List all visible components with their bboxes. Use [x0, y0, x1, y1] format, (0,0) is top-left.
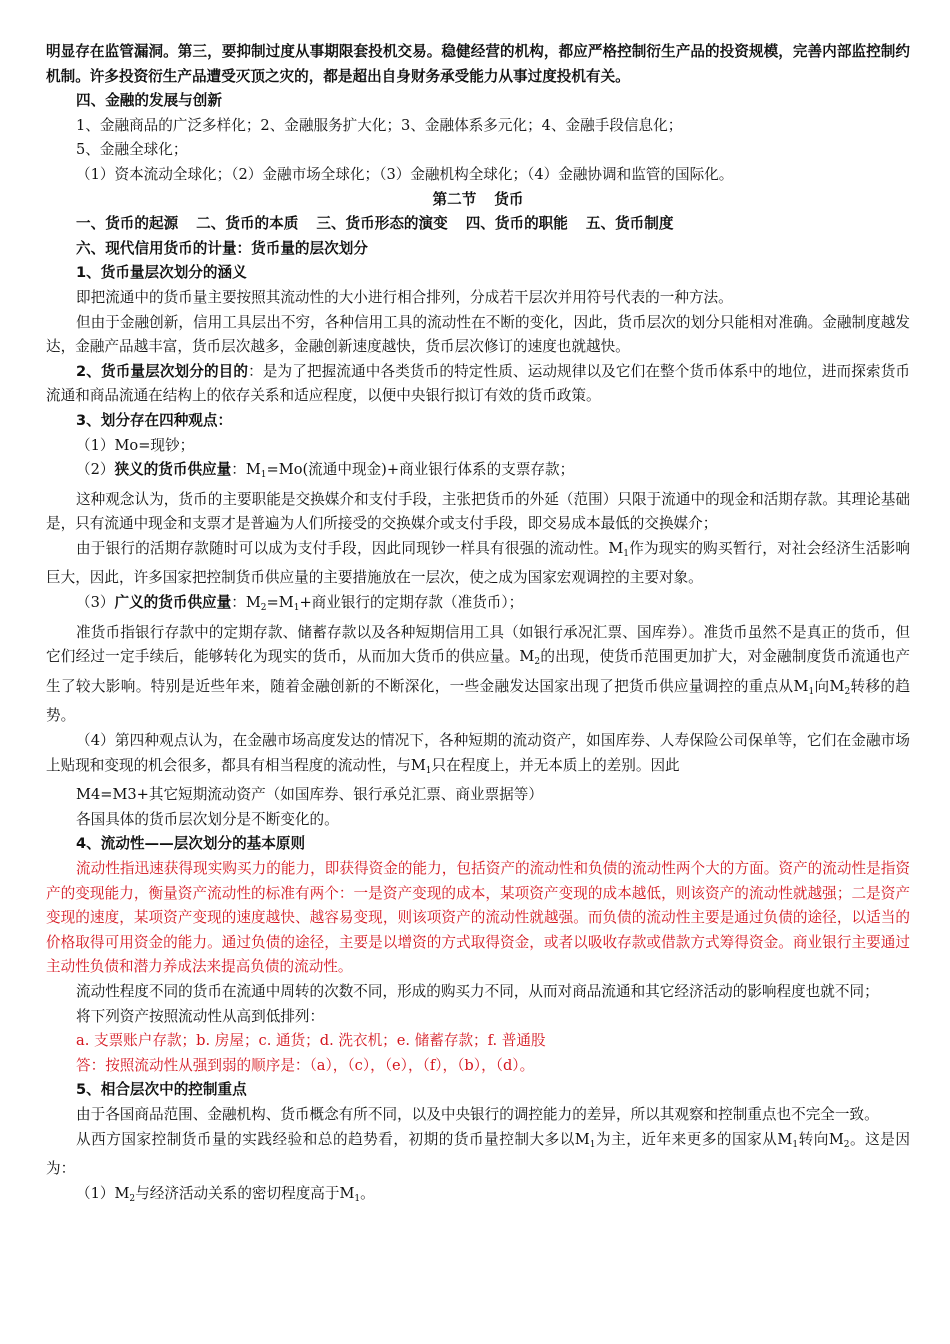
- topic-list: [46, 212, 910, 237]
- paragraph-m1-liquidity: [46, 537, 910, 591]
- quasi-money-text-4: 转移的趋势。: [46, 677, 910, 725]
- quasi-money-text-1: 准货币指银行存款中的定期存款、储蓄存款以及各种短期信用工具（如银行承况汇票、国库券）。准货币虽然不是真正的货币，但它们经过一定手续后，能够转化为现实的货币，从而加大货币的供应量。M: [46, 623, 910, 666]
- quasi-money-text-2: 的出现，使货币范围更加扩大，对金融制度货币流通也产生了较大影响。特别是近些年来，随着金融创新的不断深化，一些金融发达国家出现了把货币供应量调控的重点从M: [46, 648, 910, 695]
- subscript: 1: [260, 470, 267, 481]
- paragraph-meaning-a: 即把流通中的货币量主要按照其流动性的大小进行相合排列，分成若干层次并用符号代表的一种方法。: [76, 288, 733, 306]
- reason-text-1: （1）M: [76, 1184, 130, 1202]
- subscript: 1: [589, 1139, 596, 1150]
- topic-item: 二、货币的本质: [196, 215, 299, 233]
- topic-item: 五、货币制度: [585, 215, 674, 233]
- section-number: 第二节: [432, 190, 477, 208]
- fourth-view-text-2: 只在程度上，并无本质上的差别。因此: [431, 756, 680, 774]
- heading-control-focus: 5、相合层次中的控制重点: [76, 1081, 247, 1099]
- paragraph-risk-control: 明显存在监管漏洞。第三，要抑制过度从事期限套投机交易。稳健经营的机构，都应严格控制衍生产品的投资规模，完善内部监控制约机制。许多投资衍生产品遭受灭顶之灾的，都是超出自身财务承受能力从事过度投机有关。: [46, 43, 910, 85]
- subscript: 2: [534, 657, 541, 668]
- view-m2-label: 广义的货币供应量: [114, 594, 232, 612]
- control-text-4: 。这是因为：: [46, 1130, 910, 1178]
- subscript: 2: [260, 603, 267, 614]
- exercise-prompt: 将下列资产按照流动性从高到低排列：: [76, 1007, 325, 1025]
- topic-item: 四、货币的职能: [465, 215, 568, 233]
- reason-text-3: 。: [360, 1184, 375, 1202]
- paragraph-purpose: [46, 360, 910, 409]
- subscript: 1: [792, 1139, 799, 1150]
- view-m1: [46, 458, 910, 488]
- reason-text-2: 与经济活动关系的密切程度高于M: [135, 1184, 355, 1202]
- heading-money-measurement: 六、现代信用货币的计量：货币量的层次划分: [76, 239, 368, 257]
- view-m1-m: ：M: [231, 461, 261, 479]
- topic-item: 一、货币的起源: [76, 215, 179, 233]
- formula-m4: M4=M3+其它短期流动资产（如国库券、银行承兑汇票、商业票据等）: [76, 786, 543, 804]
- paragraph-m1-theory: 这种观念认为，货币的主要职能是交换媒介和支付手段，主张把货币的外延（范围）只限于流通中的现金和活期存款。其理论基础是，只有流通中现金和支票才是普遍为人们所接受的交换媒介或支付手段，即交易成本最低的交换媒介；: [46, 490, 910, 533]
- quasi-money-text-3: 向M: [814, 677, 845, 695]
- subscript: 1: [293, 603, 300, 614]
- m1-liquidity-text-2: 作为现实的购买暂行，对社会经济生活影响巨大，因此，许多国家把控制货币供应量的主要措施放在一层次，使之成为国家宏观调控的主要对象。: [46, 539, 910, 587]
- m1-liquidity-text: 由于银行的活期存款随时可以成为支付手段，因此同现钞一样具有很强的流动性。M: [76, 539, 624, 557]
- paragraph-quasi-money: [46, 621, 910, 729]
- section-name: 货币: [494, 190, 524, 208]
- view-m2-prefix: （3）: [76, 594, 115, 612]
- control-text-2: 为主，近年来更多的国家从M: [595, 1130, 793, 1148]
- exercise-options: a. 支票账户存款；b. 房屋；c. 通货；d. 洗衣机；e. 储蓄存款；f. 普通股: [76, 1032, 546, 1050]
- subscript: 2: [843, 1139, 850, 1150]
- control-text-1: 从西方国家控制货币量的实践经验和总的趋势看，初期的货币量控制大多以M: [76, 1130, 590, 1148]
- topic-item: 三、货币形态的演变: [316, 215, 448, 233]
- paragraph-liquidity-definition: 流动性指迅速获得现实购买力的能力，即获得资金的能力，包括资产的流动性和负债的流动性两个大的方面。资产的流动性是指资产的变现能力，衡量资产流动性的标准有两个：一是资产变现的成本，某项资产变现的成本越低，则该资产的流动性就越强；二是资产变现的速度，某项资产变现的速度越快、越容易变现，则该项资产的流动性就越强。而负债的流动性主要是通过负债的途径，以适当的价格取得可用资金的能力。通过负债的途径，主要是以增资的方式取得资金，或者以吸收存款或借款方式筹得资金。商业银行主要通过主动性负债和潜力养成法来提高负债的流动性。: [46, 860, 910, 976]
- view-m1-text: =Mo(流通中现金)+商业银行体系的支票存款；: [266, 461, 575, 479]
- exercise-answer: 答：按照流动性从强到弱的顺序是：（a），（c），（e），（f），（b），（d）。: [76, 1056, 535, 1074]
- heading-four-views: 3、划分存在四种观点：: [76, 411, 233, 429]
- view-m1-label: 狭义的货币供应量: [114, 461, 232, 479]
- fourth-view-text-1: （4）第四种观点认为，在金融市场高度发达的情况下，各种短期的流动资产，如国库券、人寿保险公司保单等，它们在金融市场上贴现和变现的机会很多，都具有相当程度的流动性，与M: [46, 732, 910, 774]
- subscript: 1: [808, 686, 815, 697]
- subscript: 2: [129, 1193, 136, 1204]
- list-globalization-items: （1）资本流动全球化；（2）金融市场全球化；（3）金融机构全球化；（4）金融协调和监管的国际化。: [76, 165, 734, 183]
- heading-purpose: 2、货币量层次划分的目的: [76, 362, 249, 380]
- subscript: 1: [623, 548, 630, 559]
- paragraph-meaning-b: 但由于金融创新，信用工具层出不穷，各种信用工具的流动性在不断的变化，因此，货币层次的划分只能相对准确。金融制度越发达，金融产品越丰富，货币层次越多，金融创新速度越快，货币层次修订的速度也就越快。: [46, 313, 910, 356]
- subscript: 1: [354, 1193, 361, 1204]
- subscript: 2: [844, 686, 851, 697]
- subscript: 1: [425, 765, 432, 776]
- view-m0: （1）Mo=现钞；: [76, 436, 195, 454]
- section-title: [46, 188, 910, 213]
- view-m2: [46, 591, 910, 621]
- heading-liquidity-principle: 4、流动性——层次划分的基本原则: [76, 835, 306, 853]
- heading-meaning: 1、货币量层次划分的涵义: [76, 264, 247, 282]
- document-page: [46, 40, 910, 1211]
- control-text-3: 转向M: [798, 1130, 844, 1148]
- paragraph-changing-levels: 各国具体的货币层次划分是不断变化的。: [76, 810, 339, 828]
- paragraph-control-focus-b: [46, 1128, 910, 1182]
- purpose-text: ：是为了把握流通中各类货币的特定性质、运动规律以及它们在整个货币体系中的地位，进而探索货币流通和商品流通在结构上的依存关系和适应程度，以便中央银行拟订有效的货币政策。: [46, 362, 911, 405]
- paragraph-control-focus-c: [46, 1182, 910, 1212]
- paragraph-liquidity-degree: 流动性程度不同的货币在流通中周转的次数不同，形成的购买力不同，从而对商品流通和其它经济活动的影响程度也就不同；: [76, 982, 879, 1000]
- view-m2-mid: =M: [266, 594, 294, 612]
- paragraph-control-focus-a: 由于各国商品范围、金融机构、货币概念有所不同，以及中央银行的调控能力的差异，所以其观察和控制重点也不完全一致。: [76, 1105, 879, 1123]
- view-m2-m: ：M: [231, 594, 261, 612]
- list-finance-trends: 1、金融商品的广泛多样化；2、金融服务扩大化；3、金融体系多元化；4、金融手段信息化；: [76, 116, 683, 134]
- view-m2-text: +商业银行的定期存款（准货币）；: [299, 594, 524, 612]
- heading-finance-development: 四、金融的发展与创新: [76, 92, 222, 110]
- list-finance-globalization: 5、金融全球化；: [76, 141, 188, 159]
- view-m1-prefix: （2）: [76, 461, 115, 479]
- paragraph-fourth-view: [46, 729, 910, 783]
